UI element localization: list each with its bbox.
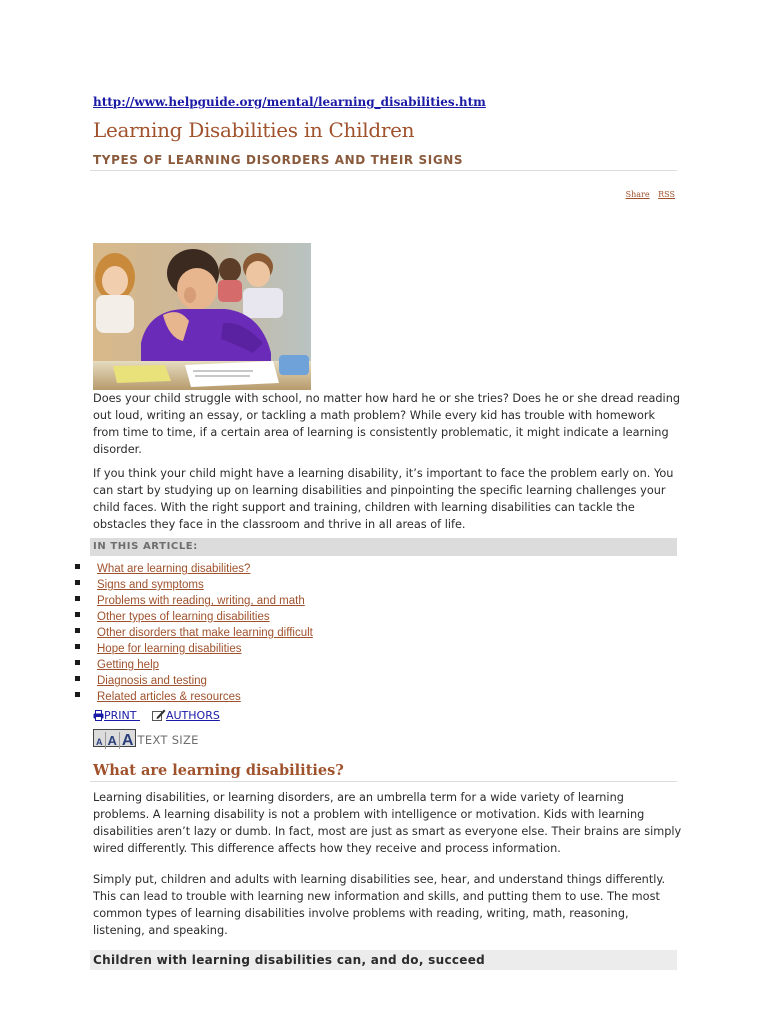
authors-label: AUTHORS (165, 709, 220, 722)
bullet-icon (75, 676, 80, 681)
toc-item (75, 687, 313, 703)
toc-link-what-are-learning-disabilities[interactable]: What are learning disabilities? (97, 563, 251, 575)
intro-paragraph-1: Does your child struggle with school, no matter how hard he or she tries? Does he or she dread reading out loud, writing an essay, or tackling a math problem? While every kid has trouble with homework from time to time, if a certain area of learning is consistently problematic, it might indicate a learning disorder. (93, 392, 681, 456)
bullet-icon (75, 580, 80, 585)
authors-button[interactable] (152, 709, 220, 722)
toc-link-other-disorders[interactable]: Other disorders that make learning difficult (97, 627, 313, 639)
section-heading: What are learning disabilities? (93, 762, 344, 779)
section-divider (90, 781, 677, 782)
toc-link-getting-help[interactable]: Getting help (97, 659, 160, 671)
toc-item (75, 639, 313, 655)
toc-item (75, 655, 313, 671)
text-size-large-button[interactable]: A (119, 732, 136, 749)
bullet-icon (75, 564, 80, 569)
toc-link-related-articles[interactable]: Related articles & resources (97, 691, 241, 703)
toc-link-other-types[interactable]: Other types of learning disabilities (97, 611, 270, 623)
hero-image (93, 243, 311, 390)
toc-link-hope[interactable]: Hope for learning disabilities (97, 643, 242, 655)
bullet-icon (75, 628, 80, 633)
print-button[interactable] (93, 709, 140, 722)
bullet-icon (75, 612, 80, 617)
text-size-label: TEXT SIZE (137, 733, 199, 747)
toc-item (75, 607, 313, 623)
share-links (560, 190, 675, 199)
article-toc (75, 559, 313, 703)
text-size-small-button[interactable]: A (96, 737, 103, 747)
bullet-icon (75, 596, 80, 601)
article-tools (93, 708, 232, 722)
text-size-medium-button[interactable]: A (105, 732, 119, 749)
bullet-icon (75, 644, 80, 649)
section-paragraph-1: Learning disabilities, or learning disorders, are an umbrella term for a wide variety of learning problems. A learning disability is not a problem with intelligence or motivation. Kids with learning disabilities aren’t lazy or dumb. In fact, most are just as smart as everyone else. Their brains are simply wired differently. This difference affects how they receive and process information. (93, 791, 682, 855)
toc-item (75, 623, 313, 639)
bullet-icon (75, 692, 80, 697)
section-paragraph-2: Simply put, children and adults with learning disabilities see, hear, and understand things differently. This can lead to trouble with learning new information and skills, and putting them to use. The most common types of learning disabilities involve problems with reading, writing, math, reasoning, listening, and speaking. (93, 873, 666, 937)
toc-item (75, 671, 313, 687)
toc-item (75, 575, 313, 591)
print-label: PRINT (104, 709, 137, 722)
toc-link-reading-writing-math[interactable]: Problems with reading, writing, and math (97, 595, 305, 607)
bullet-icon (75, 660, 80, 665)
title-divider (90, 170, 677, 171)
student-photo-illustration (93, 243, 311, 390)
pencil-icon (152, 708, 166, 721)
text-size-control (93, 728, 199, 747)
toc-item (75, 591, 313, 607)
in-this-article-header: IN THIS ARTICLE: (90, 538, 677, 556)
toc-link-diagnosis-testing[interactable]: Diagnosis and testing (97, 675, 207, 687)
toc-item (75, 559, 313, 575)
page-subtitle: TYPES OF LEARNING DISORDERS AND THEIR SIGNS (93, 153, 464, 167)
source-url-link[interactable]: http://www.helpguide.org/mental/learning_disabilities.htm (93, 95, 486, 109)
intro-paragraph-2: If you think your child might have a learning disability, it’s important to face the problem early on. You can start by studying up on learning disabilities and pinpointing the specific learning challenges your child faces. With the right support and training, children with learning disabilities can tackle the obstacles they face in the classroom and thrive in all areas of life. (93, 467, 674, 531)
page-title: Learning Disabilities in Children (93, 118, 415, 142)
share-link[interactable]: Share (625, 190, 650, 199)
printer-icon (93, 710, 104, 721)
callout-heading: Children with learning disabilities can, and do, succeed (90, 950, 677, 970)
toc-link-signs-and-symptoms[interactable]: Signs and symptoms (97, 579, 204, 591)
text-size-buttons (93, 729, 136, 747)
rss-link[interactable]: RSS (658, 190, 675, 199)
